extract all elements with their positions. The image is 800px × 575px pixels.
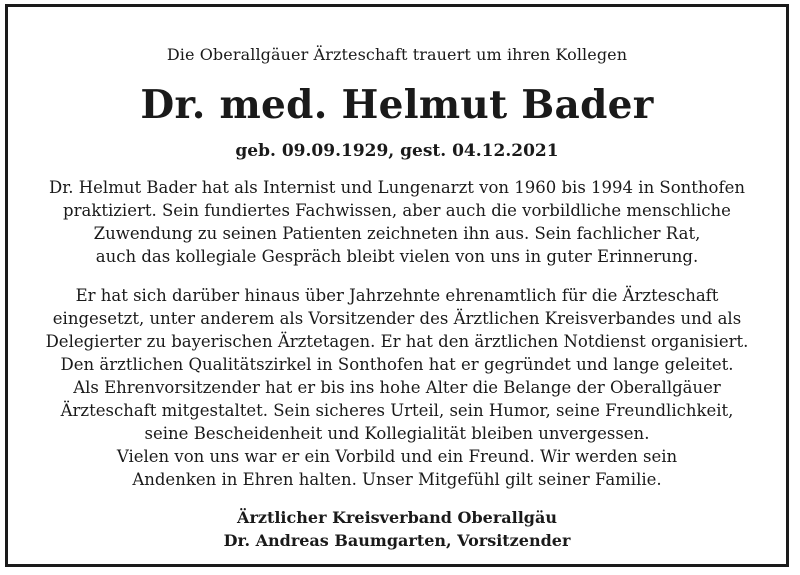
notice-border	[5, 4, 789, 567]
signature-block	[8, 506, 786, 552]
deceased-name: Dr. med. Helmut Bader	[140, 82, 654, 128]
text-line: Dr. Helmut Bader hat als Internist und Lungenarzt von 1960 bis 1994 in Sonthofen	[48, 178, 745, 197]
text-line: Er hat sich darüber hinaus über Jahrzehnte ehrenamtlich für die Ärzteschaft	[75, 286, 719, 305]
signature-organization: Ärztlicher Kreisverband Oberallgäu	[237, 508, 557, 527]
signature-person: Dr. Andreas Baumgarten, Vorsitzender	[223, 531, 571, 550]
text-line: Als Ehrenvorsitzender hat er bis ins hohe Alter die Belange der Oberallgäuer	[73, 378, 721, 397]
birth-death-dates: geb. 09.09.1929, gest. 04.12.2021	[235, 141, 559, 161]
text-line: Andenken in Ehren halten. Unser Mitgefühl gilt seiner Familie.	[132, 470, 662, 489]
paragraph-career	[8, 176, 786, 268]
intro-line: Die Oberallgäuer Ärzteschaft trauert um ihren Kollegen	[166, 45, 628, 64]
text-line: Vielen von uns war er ein Vorbild und ein Freund. Wir werden sein	[116, 447, 678, 466]
text-line: auch das kollegiale Gespräch bleibt vielen von uns in guter Erinnerung.	[95, 247, 699, 266]
text-line: Zuwendung zu seinen Patienten zeichneten ihn aus. Sein fachlicher Rat,	[93, 224, 701, 243]
text-line: praktiziert. Sein fundiertes Fachwissen, aber auch die vorbildliche menschliche	[63, 201, 731, 220]
paragraph-honorary-work	[8, 284, 786, 491]
text-line: eingesetzt, unter anderem als Vorsitzender des Ärztlichen Kreisverbandes und als	[52, 309, 742, 328]
text-line: Den ärztlichen Qualitätszirkel in Sonthofen hat er gegründet und lange geleitet.	[60, 355, 734, 374]
text-line: Ärzteschaft mitgestaltet. Sein sicheres Urteil, sein Humor, seine Freundlichkeit,	[60, 401, 734, 420]
text-line: seine Bescheidenheit und Kollegialität bleiben unvergessen.	[144, 424, 650, 443]
text-line: Delegierter zu bayerischen Ärztetagen. Er hat den ärztlichen Notdienst organisiert.	[45, 332, 749, 351]
